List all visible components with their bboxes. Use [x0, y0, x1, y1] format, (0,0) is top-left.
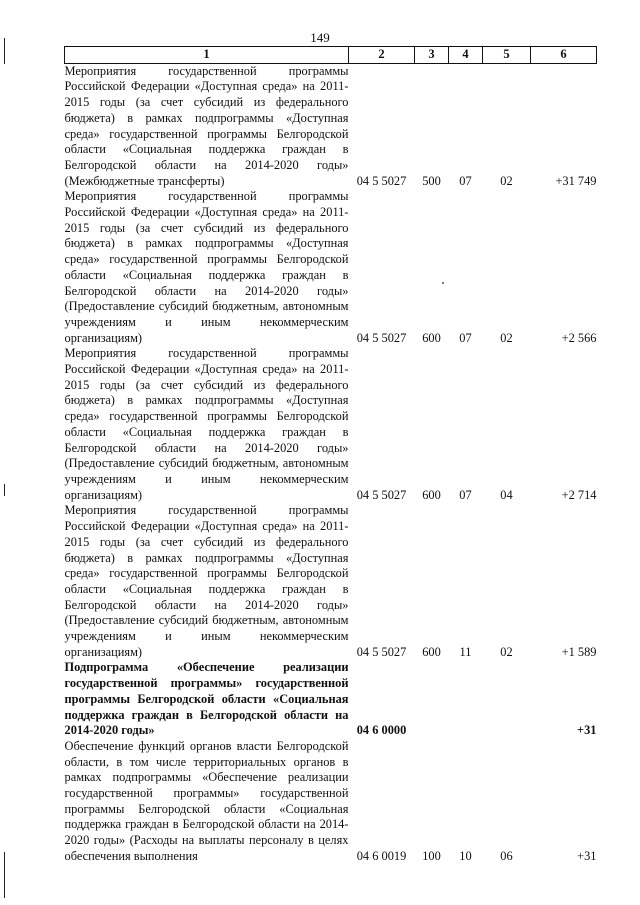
- header-col-1: 1: [65, 47, 349, 64]
- page-number: 149: [310, 30, 330, 45]
- row-amount: +31: [577, 848, 597, 863]
- row-section: 10: [459, 848, 472, 863]
- row-target-code: 04 5 5027: [356, 487, 407, 502]
- table-row: [65, 503, 597, 660]
- header-col-2: 2: [349, 47, 415, 64]
- row-description: Обеспечение функций органов власти Белгородской области, в том числе территориальных органов в рамках подпрограммы «Обеспечение реализации государственной программы» государственной программы Белгородской области «Социальная поддержка граждан в Белгородской области на 2014-2020 годы» (Расходы на выплаты персоналу в целях обеспечения выполнения: [64, 738, 349, 863]
- row-expense-type: 600: [422, 644, 441, 659]
- table-row: [65, 739, 597, 865]
- row-section: 07: [459, 487, 472, 502]
- row-subsection: 02: [500, 644, 513, 659]
- budget-table: [64, 46, 597, 865]
- row-target-code: 04 6 0019: [356, 848, 407, 863]
- margin-mark-middle: [4, 484, 5, 496]
- header-col-3: 3: [415, 47, 449, 64]
- row-target-code: 04 6 0000: [356, 723, 407, 738]
- row-expense-type: 500: [422, 173, 441, 188]
- table-row: [65, 189, 597, 346]
- row-description: Мероприятия государственной программы Российской Федерации «Доступная среда» на 2011-2015 годы (за счет субсидий из федерального бюджета) в рамках подпрограммы «Доступная среда» государственной программы Белгородской области «Социальная поддержка граждан в Белгородской области на 2014-2020 годы» (Предоставление субсидий бюджетным, автономным учреждениям и иным некоммерческим организациям): [64, 503, 349, 659]
- row-expense-type: 100: [422, 848, 441, 863]
- row-amount: +2 714: [561, 487, 597, 502]
- row-amount: +2 566: [561, 330, 597, 345]
- row-description: Мероприятия государственной программы Российской Федерации «Доступная среда» на 2011-2015 годы (за счет субсидий из федерального бюджета) в рамках подпрограммы «Доступная среда» государственной программы Белгородской области «Социальная поддержка граждан в Белгородской области на 2014-2020 годы» (Предоставление субсидий бюджетным, автономным учреждениям и иным некоммерческим организациям): [64, 189, 349, 345]
- row-target-code: 04 5 5027: [356, 330, 407, 345]
- table-row: [65, 346, 597, 503]
- row-subsection: 02: [500, 330, 513, 345]
- header-col-4: 4: [449, 47, 483, 64]
- row-subsection: 04: [500, 487, 513, 502]
- row-amount: +31 749: [555, 173, 597, 188]
- header-col-6: 6: [531, 47, 597, 64]
- row-section: 07: [459, 330, 472, 345]
- row-expense-type: [415, 660, 449, 739]
- header-col-5: 5: [483, 47, 531, 64]
- row-subsection: [483, 660, 531, 739]
- row-section: [449, 660, 483, 739]
- table-row-subprogram: [65, 660, 597, 739]
- row-amount: +31: [577, 723, 597, 738]
- row-subsection: 06: [500, 848, 513, 863]
- margin-mark-top: [4, 38, 5, 64]
- row-expense-type: 600: [422, 330, 441, 345]
- row-amount: +1 589: [561, 644, 597, 659]
- row-section: 11: [459, 644, 472, 659]
- row-target-code: 04 5 5027: [356, 173, 407, 188]
- table-row: [65, 63, 597, 189]
- row-description: Мероприятия государственной программы Российской Федерации «Доступная среда» на 2011-2015 годы (за счет субсидий из федерального бюджета) в рамках подпрограммы «Доступная среда» государственной программы Белгородской области «Социальная поддержка граждан в Белгородской области на 2014-2020 годы» (Межбюджетные трансферты): [64, 63, 349, 188]
- row-section: 07: [459, 173, 472, 188]
- margin-mark-bottom: [4, 852, 5, 898]
- row-description: Подпрограмма «Обеспечение реализации государственной программы» государственной программы Белгородской области «Социальная поддержка граждан в Белгородской области на 2014-2020 годы»: [64, 660, 349, 738]
- row-expense-type: 600: [422, 487, 441, 502]
- row-target-code: 04 5 5027: [356, 644, 407, 659]
- row-description: Мероприятия государственной программы Российской Федерации «Доступная среда» на 2011-2015 годы (за счет субсидий из федерального бюджета) в рамках подпрограммы «Доступная среда» государственной программы Белгородской области «Социальная поддержка граждан в Белгородской области на 2014-2020 годы» (Предоставление субсидий бюджетным, автономным учреждениям и иным некоммерческим организациям): [64, 346, 349, 502]
- row-subsection: 02: [500, 173, 513, 188]
- table-header-row: [65, 47, 597, 64]
